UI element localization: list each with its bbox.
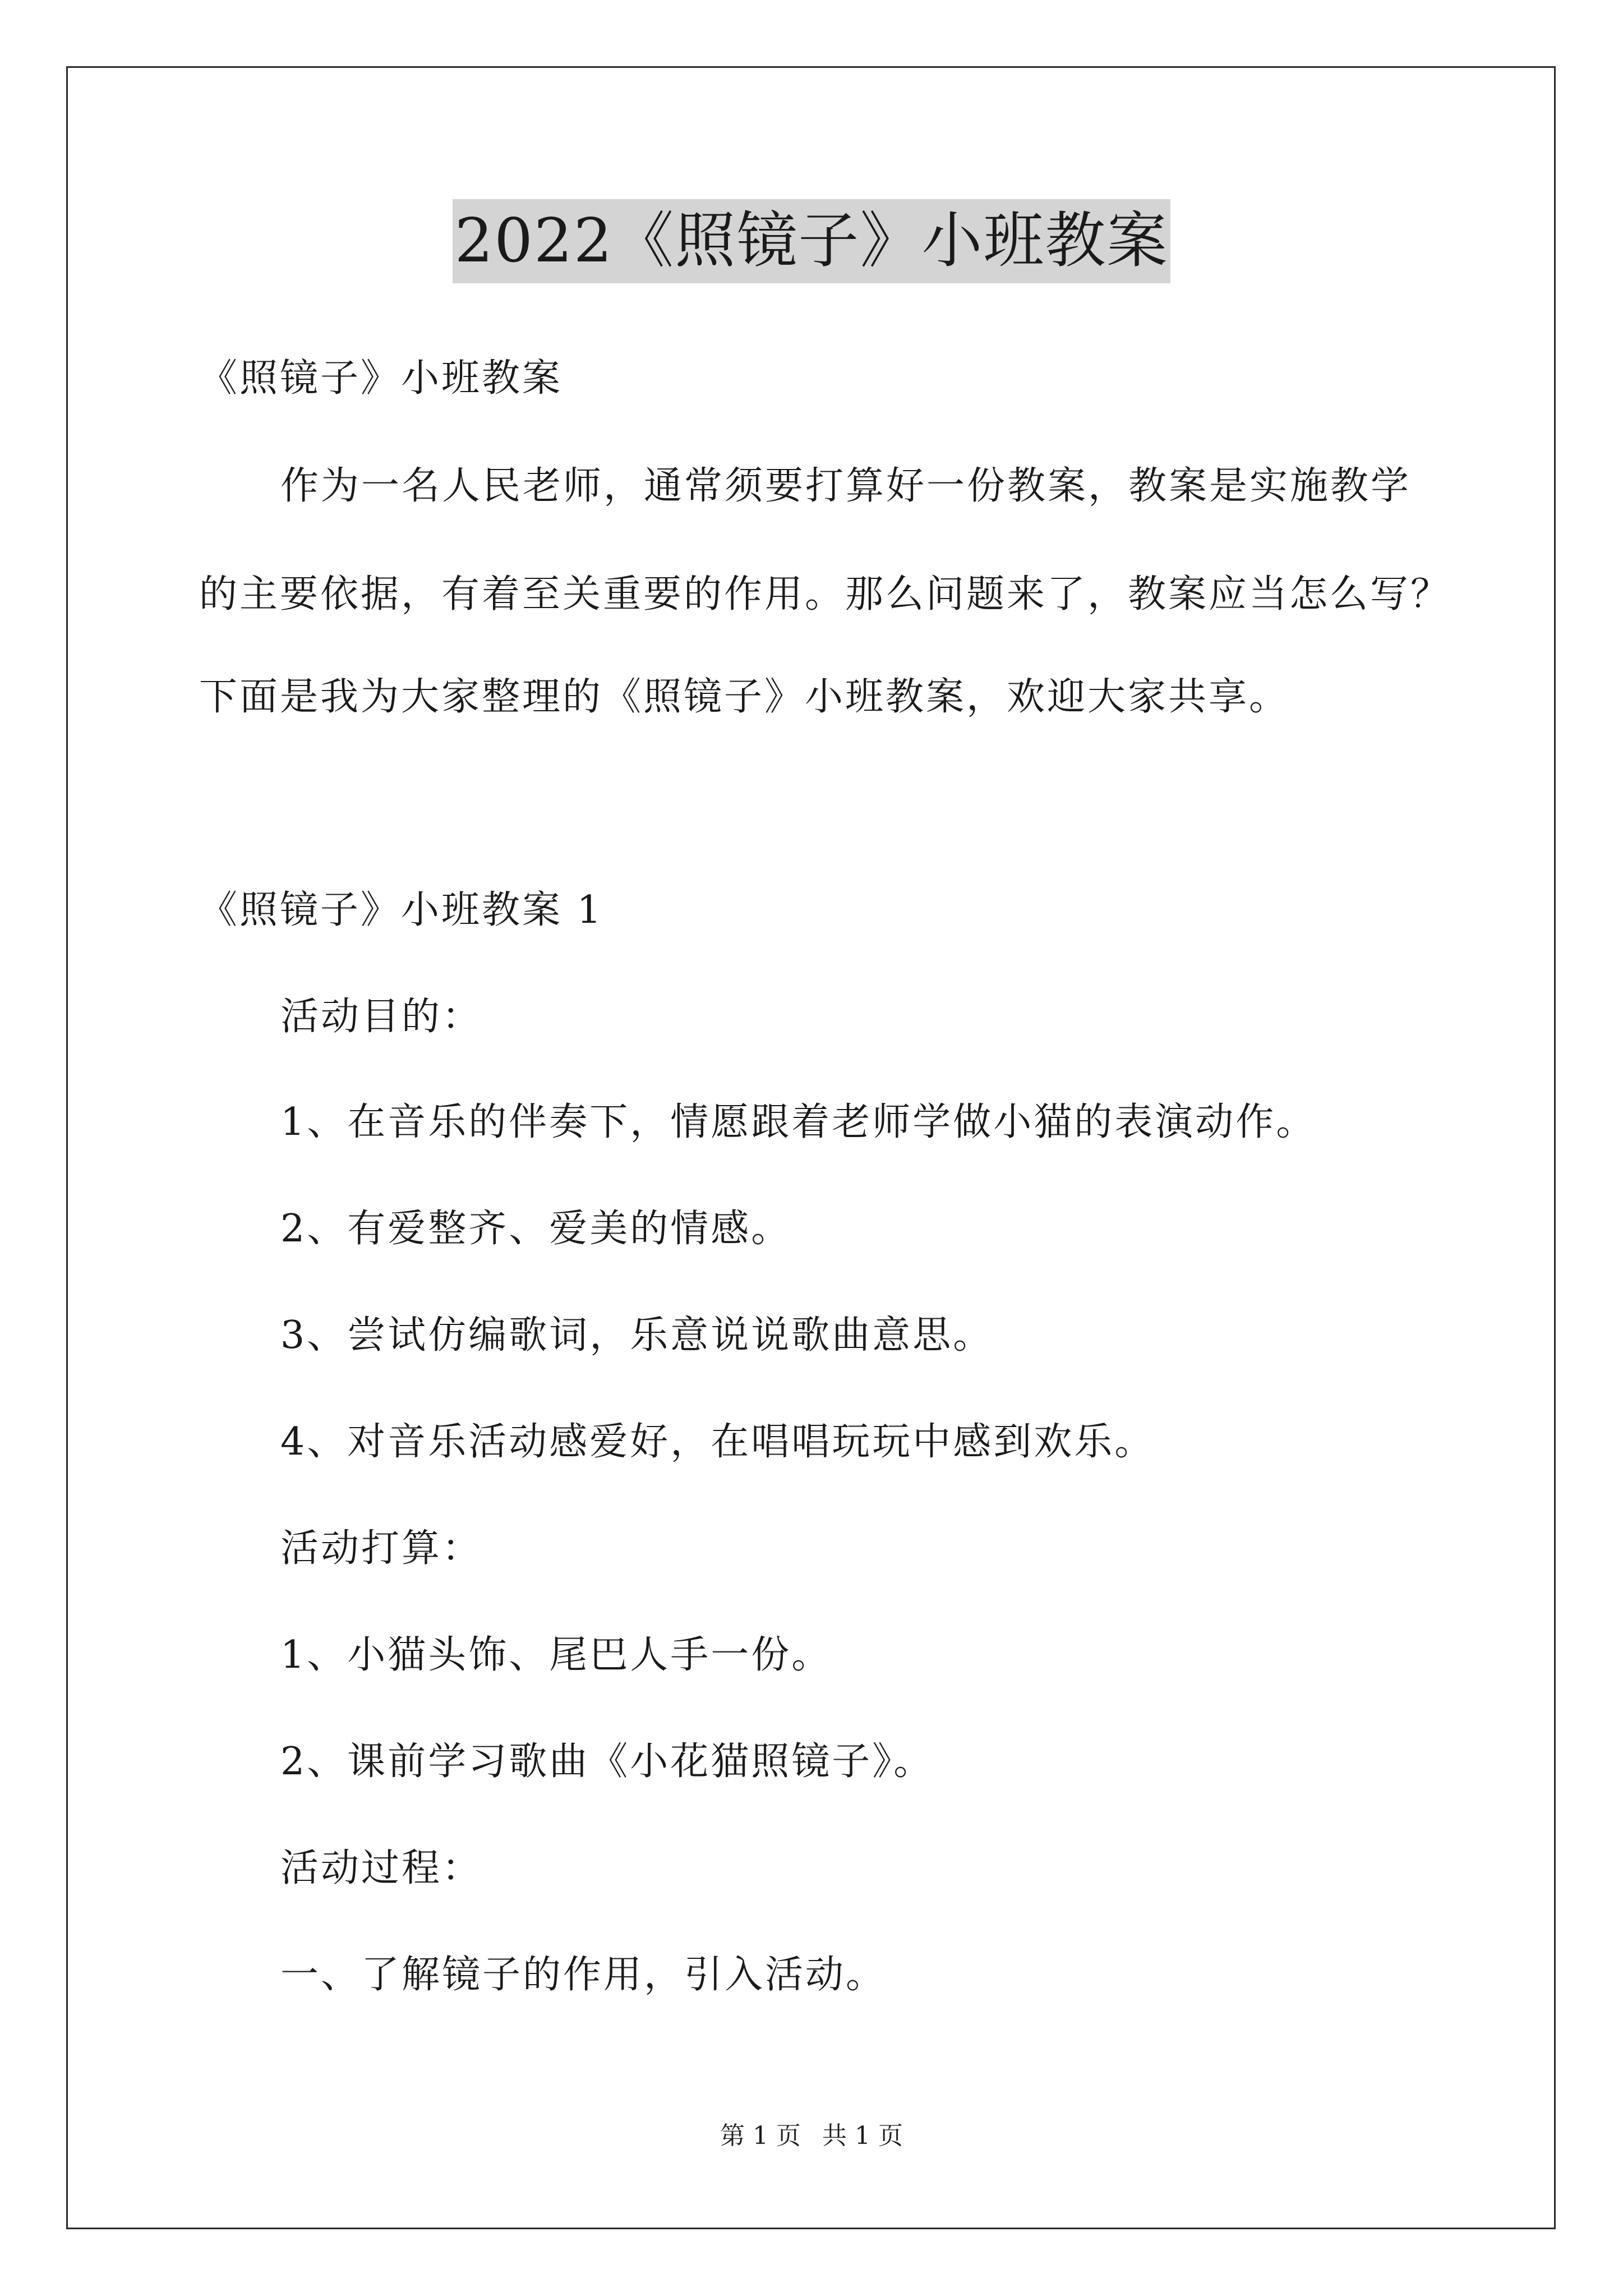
page-footer xyxy=(0,2119,1623,2153)
title-container xyxy=(0,199,1623,283)
prep-item-2: 2、课前学习歌曲《小花猫照镜子》。 xyxy=(280,1740,934,1784)
process-item-1: 一、了解镜子的作用，引入活动。 xyxy=(280,1953,887,1997)
page-number: 第 1 页 xyxy=(720,2122,801,2150)
document-title: 2022《照镜子》小班教案 xyxy=(453,199,1171,283)
intro-line-3: 下面是我为大家整理的《照镜子》小班教案，欢迎大家共享。 xyxy=(199,675,1290,719)
section-heading: 《照镜子》小班教案 1 xyxy=(199,888,603,932)
goals-heading: 活动目的： xyxy=(280,995,483,1039)
intro-line-1: 作为一名人民老师，通常须要打算好一份教案，教案是实施教学 xyxy=(280,464,1412,508)
intro-line-2: 的主要依据，有着至关重要的作用。那么问题来了，教案应当怎么写？ xyxy=(199,572,1451,616)
goal-item-2: 2、有爱整齐、爱美的情感。 xyxy=(280,1207,792,1251)
goal-item-1: 1、在音乐的伴奏下，情愿跟着老师学做小猫的表演动作。 xyxy=(280,1100,1317,1144)
document-subtitle: 《照镜子》小班教案 xyxy=(199,356,563,401)
process-heading: 活动过程： xyxy=(280,1846,483,1890)
prep-item-1: 1、小猫头饰、尾巴人手一份。 xyxy=(280,1633,832,1677)
goal-item-4: 4、对音乐活动感爱好，在唱唱玩玩中感到欢乐。 xyxy=(280,1420,1155,1464)
goal-item-3: 3、尝试仿编歌词，乐意说说歌曲意思。 xyxy=(280,1313,994,1358)
prep-heading: 活动打算： xyxy=(280,1526,483,1571)
page-total: 共 1 页 xyxy=(822,2122,903,2150)
